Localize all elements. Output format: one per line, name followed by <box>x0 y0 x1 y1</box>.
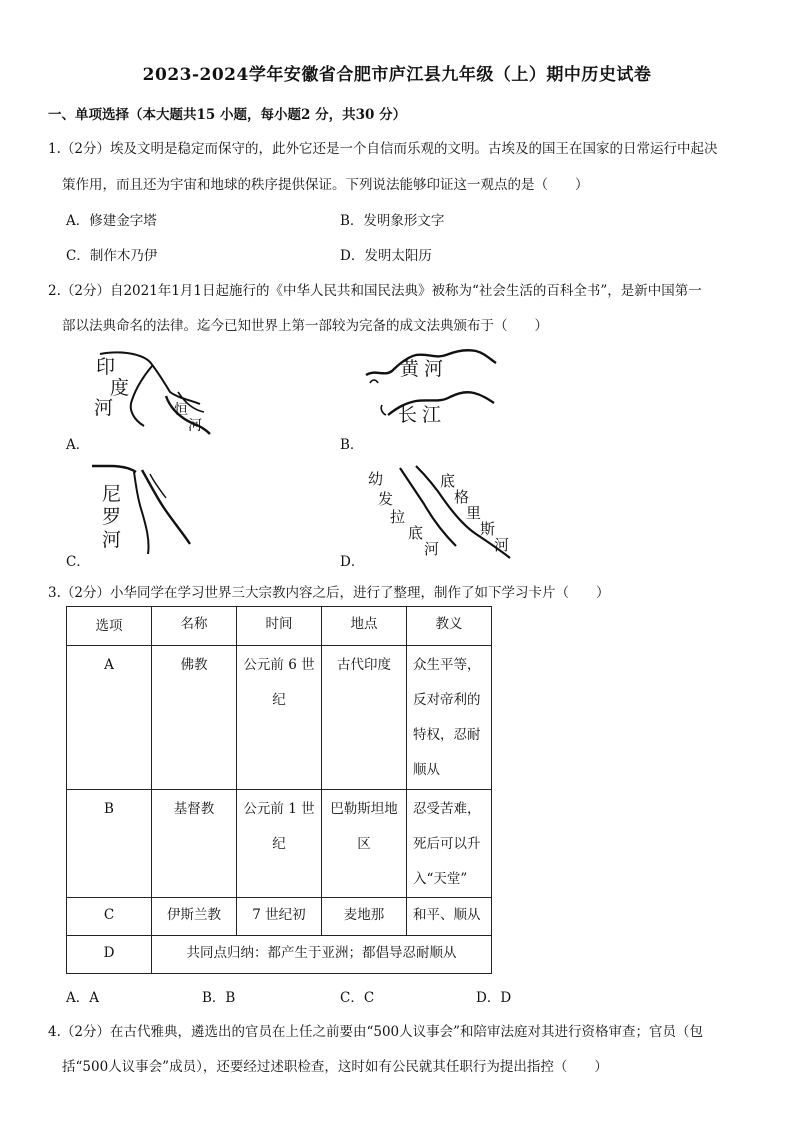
map-d-right-label-3: 里 <box>466 504 482 522</box>
q2-option-d[interactable]: D． <box>340 554 365 570</box>
cell-line: 古代印度 <box>337 657 391 673</box>
question-1-line-2: 策作用，而且还为宇宙和地球的秩序提供保证。下列说法能够印证这一观点的是（ ） <box>62 177 589 193</box>
cell-line: 顺从 <box>413 762 440 778</box>
map-yellow-yangtze <box>362 345 502 435</box>
map-d-left-label-4: 底 <box>408 524 424 542</box>
map-d-right-label-1: 底 <box>440 472 456 490</box>
q2-option-a[interactable]: A． <box>66 437 90 453</box>
religion-table <box>66 606 492 974</box>
table-cell: 和平、顺从 <box>407 898 492 936</box>
map-b-label-1: 黄 <box>400 358 420 380</box>
map-a-label-4: 恒 <box>174 402 188 418</box>
map-c-label-1: 尼 <box>102 483 122 505</box>
table-cell: B <box>67 790 152 898</box>
section-heading: 一、单项选择（本大题共15 小题，每小题2 分，共30 分） <box>48 107 407 123</box>
question-1-line-1: 1.（2分）埃及文明是稳定而保守的，此外它还是一个自信而乐观的文明。古埃及的国王在国家的日常运行中起决 <box>48 141 718 157</box>
map-d-right-label-2: 格 <box>454 488 470 506</box>
table-row <box>67 936 492 974</box>
table-header: 教义 <box>407 607 492 646</box>
q2-option-c[interactable]: C． <box>66 554 90 570</box>
q3-option-d[interactable]: D．D <box>476 990 512 1006</box>
cell-line: 公元前 6 世 <box>243 657 315 673</box>
table-cell <box>322 790 407 898</box>
question-2-line-2: 部以法典命名的法律。迄今已知世界上第一部较为完备的成文法典颁布于（ ） <box>62 318 548 334</box>
table-cell: 基督教 <box>152 790 237 898</box>
table-cell: D <box>67 936 152 974</box>
table-cell <box>407 790 492 898</box>
cell-line: 特权，忍耐 <box>413 727 481 743</box>
q3-option-c[interactable]: C．C <box>340 990 375 1006</box>
table-cell: C <box>67 898 152 936</box>
table-header: 选项 <box>67 607 152 646</box>
table-header: 时间 <box>237 607 322 646</box>
q1-option-c[interactable]: C．制作木乃伊 <box>66 248 158 264</box>
question-2-line-1: 2.（2分）自2021年1月1日起施行的《中华人民共和国民法典》被称为“社会生活的百科全书”，是新中国第一 <box>48 283 702 299</box>
q2-option-b[interactable]: B． <box>340 437 364 453</box>
cell-line: 区 <box>357 836 371 852</box>
table-row <box>67 898 492 936</box>
cell-line: 众生平等， <box>413 657 481 673</box>
table-row <box>67 646 492 790</box>
map-indus-ganges <box>82 348 212 438</box>
map-a-label-5: 河 <box>188 418 202 434</box>
page-title: 2023-2024学年安徽省合肥市庐江县九年级（上）期中历史试卷 <box>142 65 652 85</box>
question-4-line-1: 4.（2分）在古代雅典，遴选出的官员在上任之前要由“500人议事会”和陪审法庭对其进行资格审查；官员（包 <box>48 1024 704 1040</box>
map-a-label-1: 印 <box>96 356 116 378</box>
map-c-label-3: 河 <box>102 529 122 551</box>
map-d-right-label-4: 斯 <box>480 520 496 538</box>
q1-option-a[interactable]: A．修建金字塔 <box>66 213 157 229</box>
cell-line: 死后可以升 <box>413 836 481 852</box>
table-cell <box>322 646 407 790</box>
cell-line: 纪 <box>272 692 286 708</box>
table-cell: 佛教 <box>152 646 237 790</box>
map-c-label-2: 罗 <box>102 506 122 528</box>
table-cell <box>407 646 492 790</box>
table-cell: 麦地那 <box>322 898 407 936</box>
map-a-label-2: 度 <box>110 377 130 399</box>
table-cell <box>237 646 322 790</box>
q3-option-b[interactable]: B．B <box>202 990 236 1006</box>
map-a-label-3: 河 <box>94 397 114 419</box>
table-header: 地点 <box>322 607 407 646</box>
table-cell: 伊斯兰教 <box>152 898 237 936</box>
table-header-row <box>67 607 492 646</box>
map-b-label-3: 长 <box>398 404 418 426</box>
map-b-label-2: 河 <box>424 358 444 380</box>
q1-option-b[interactable]: B．发明象形文字 <box>340 213 445 229</box>
map-euphrates-tigris <box>364 462 514 562</box>
map-d-right-label-5: 河 <box>494 536 510 554</box>
cell-line: 纪 <box>272 836 286 852</box>
table-cell <box>237 790 322 898</box>
cell-line: 公元前 1 世 <box>243 801 315 817</box>
question-3-stem: 3.（2分）小华同学在学习世界三大宗教内容之后，进行了整理，制作了如下学习卡片（ ） <box>48 585 610 601</box>
map-b-label-4: 江 <box>422 404 442 426</box>
q3-option-a[interactable]: A．A <box>66 990 99 1006</box>
question-4-line-2: 括“500人议事会”成员），还要经过述职检查，这时如有公民就其任职行为提出指控（ ） <box>62 1059 608 1075</box>
table-row <box>67 790 492 898</box>
table-header: 名称 <box>152 607 237 646</box>
map-d-left-label-2: 发 <box>378 490 394 508</box>
map-d-left-label-1: 幼 <box>368 470 384 488</box>
cell-line: 忍受苦难， <box>413 801 481 817</box>
cell-line: 入“天堂” <box>413 871 468 887</box>
table-cell: A <box>67 646 152 790</box>
table-cell: 7 世纪初 <box>237 898 322 936</box>
cell-line: 反对帝利的 <box>413 692 481 708</box>
map-d-left-label-5: 河 <box>424 540 440 558</box>
map-d-left-label-3: 拉 <box>390 508 406 526</box>
map-nile <box>90 462 200 557</box>
q1-option-d[interactable]: D．发明太阳历 <box>340 248 432 264</box>
cell-line: 巴勒斯坦地 <box>330 801 398 817</box>
table-summary-cell: 共同点归纳：都产生于亚洲；都倡导忍耐顺从 <box>152 936 492 974</box>
